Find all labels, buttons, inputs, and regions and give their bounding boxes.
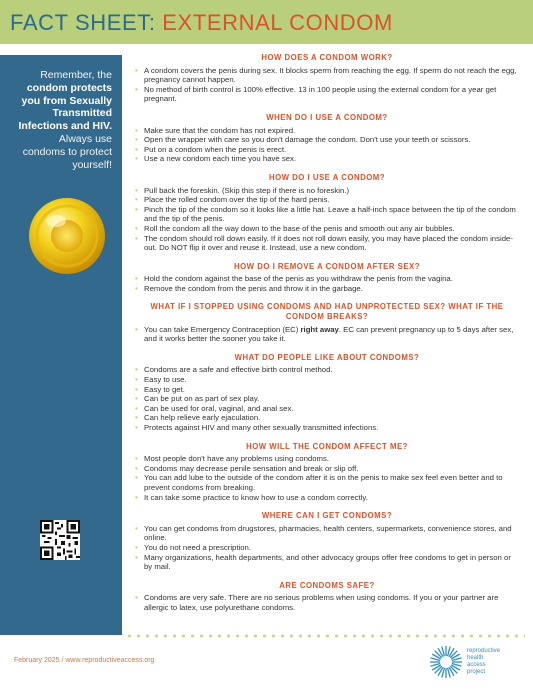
bullet-icon: • <box>135 423 138 432</box>
bullet-icon: • <box>135 552 138 562</box>
bullet-icon: • <box>135 185 138 195</box>
section-heading: HOW DOES A CONDOM WORK? <box>261 53 393 62</box>
bullet-icon: • <box>135 523 138 533</box>
bullet-icon: • <box>135 454 138 464</box>
bullet-list <box>134 593 520 612</box>
list-item <box>134 473 520 492</box>
condom-image <box>26 195 108 277</box>
section-gap <box>134 572 520 581</box>
list-item <box>134 524 520 543</box>
section-2 <box>134 164 520 253</box>
logo-line-2: health <box>467 655 484 661</box>
bullet-icon: • <box>135 233 138 243</box>
bullet-icon: • <box>135 135 138 145</box>
section-0 <box>134 53 520 104</box>
sidebar-message-bold: condom protects you from Sexually Transmitted Infections and HIV. <box>18 81 112 133</box>
list-item-text: Remove the condom from the penis and throw it in the garbage. <box>144 283 363 293</box>
main-content <box>134 53 520 631</box>
sidebar-message <box>14 69 112 171</box>
bullet-list <box>134 126 520 164</box>
list-item-text: You can add lube to the outside of the condom after it is on the penis to make sex feel even better and to prevent condoms from breaking. <box>144 473 503 492</box>
section-6 <box>134 433 520 503</box>
section-gap <box>134 164 520 173</box>
list-item <box>134 543 520 553</box>
dotted-divider <box>125 634 525 638</box>
list-item-text: Use a new condom each time you have sex. <box>144 154 297 164</box>
list-item-text: Many organizations, health departments, and other advocacy groups offer free condoms to get in person or by mail. <box>144 552 511 572</box>
bullet-icon: • <box>135 375 138 385</box>
list-item-text: Put on a condom when the penis is erect. <box>144 144 287 154</box>
bullet-icon: • <box>135 463 138 473</box>
list-item-text: Roll the condom all the way down to the base of the penis and smooth out any air bubbles. <box>144 223 455 233</box>
list-item-text: Can be put on as part of sex play. <box>144 394 260 404</box>
list-item-text: It can take some practice to know how to use a condom correctly. <box>144 492 368 502</box>
section-5 <box>134 344 520 433</box>
section-gap <box>134 293 520 302</box>
bullet-icon: • <box>135 204 138 214</box>
section-8 <box>134 572 520 613</box>
logo-line-3: access <box>467 662 486 668</box>
bullet-icon: • <box>135 394 138 404</box>
section-heading: HOW DO I USE A CONDOM? <box>268 172 386 182</box>
bullet-icon: • <box>135 195 138 205</box>
list-item-text: Easy to use. <box>144 375 187 385</box>
list-item <box>134 195 520 205</box>
list-item <box>134 404 520 414</box>
bullet-list <box>134 186 520 253</box>
list-item-text: Place the rolled condom over the tip of the hard penis. <box>144 195 330 205</box>
list-item <box>134 423 520 433</box>
list-item <box>134 464 520 474</box>
section-4 <box>134 293 520 343</box>
list-item <box>134 274 520 284</box>
logo-text <box>467 648 500 676</box>
section-gap <box>134 104 520 113</box>
list-item-text: Most people don't have any problems using condoms. <box>144 454 330 464</box>
section-gap <box>134 433 520 442</box>
bullet-icon: • <box>135 125 138 135</box>
title-main: EXTERNAL CONDOM <box>162 10 393 35</box>
bullet-icon: • <box>135 593 138 603</box>
bullet-list <box>134 454 520 502</box>
list-item <box>134 593 520 612</box>
list-item-text: Pinch the tip of the condom so it looks like a little hat. Leave a half-inch space between the tip of the condom and the tip of the penis. <box>144 204 516 224</box>
list-item-text: Protects against HIV and many other sexually transmitted infections. <box>144 423 379 432</box>
bullet-icon: • <box>135 324 138 334</box>
footer-date-url: February 2025 / www.reproductiveaccess.org <box>14 657 155 664</box>
list-item-text: Hold the condom against the base of the penis as you withdraw the penis from the vagina. <box>144 274 453 284</box>
list-item <box>134 394 520 404</box>
list-item-text: Can be used for oral, vaginal, and anal sex. <box>144 403 294 413</box>
list-item-text: Condoms are very safe. There are no serious problems when using condoms. If you or your partner are allergic to latex, use polyurethane condoms. <box>144 593 499 612</box>
list-item <box>134 135 520 145</box>
section-gap <box>134 344 520 353</box>
bullet-icon: • <box>135 492 138 502</box>
section-heading: WHAT IF I STOPPED USING CONDOMS AND HAD UNPROTECTED SEX? WHAT IF THE CONDOM BREAKS? <box>150 302 504 322</box>
qr-code[interactable] <box>40 520 80 560</box>
list-item <box>134 154 520 164</box>
bullet-icon: • <box>135 65 138 75</box>
section-gap <box>134 502 520 511</box>
rhap-logo-icon <box>429 645 463 679</box>
bullet-icon: • <box>135 144 138 154</box>
list-item-text: The condom should roll down easily. If it does not roll down easily, you may have placed the condom inside-out. Do NOT flip it over and reuse it. Instead, use a new condom. <box>144 233 513 253</box>
list-item <box>134 325 520 344</box>
list-item-text: You can take Emergency Contraception (EC) right away. EC can prevent pregnancy up to 5 days after sex, and it works better the sooner you take it. <box>144 324 514 344</box>
bullet-list <box>134 274 520 293</box>
section-heading: HOW WILL THE CONDOM AFFECT ME? <box>246 441 408 451</box>
list-item-text: Easy to get. <box>144 384 185 394</box>
bullet-icon: • <box>135 154 138 164</box>
bullet-icon: • <box>135 274 138 284</box>
list-item <box>134 224 520 234</box>
bullet-icon: • <box>135 365 138 375</box>
sidebar <box>0 55 122 635</box>
list-item <box>134 186 520 196</box>
sidebar-message-1: Remember, the <box>40 69 112 81</box>
list-item <box>134 66 520 85</box>
bullet-list <box>134 365 520 432</box>
list-item <box>134 234 520 253</box>
list-item <box>134 205 520 224</box>
bullet-list <box>134 524 520 572</box>
bullet-icon: • <box>135 223 138 233</box>
section-heading: WHERE CAN I GET CONDOMS? <box>261 511 393 521</box>
list-item-text: Can help relieve early ejaculation. <box>144 413 261 423</box>
bullet-icon: • <box>135 84 138 94</box>
logo-line-1: reproductive <box>467 648 501 654</box>
section-gap <box>134 253 520 262</box>
list-item-text: Make sure that the condom has not expired. <box>144 125 296 135</box>
list-item-text: Condoms are a safe and effective birth control method. <box>144 365 333 375</box>
sidebar-message-2: Always use condoms to protect yourself! <box>22 132 112 171</box>
list-item <box>134 385 520 395</box>
logo-line-4: project <box>467 669 486 675</box>
section-7 <box>134 502 520 572</box>
bullet-icon: • <box>135 413 138 423</box>
bullet-icon: • <box>135 283 138 293</box>
list-item <box>134 145 520 155</box>
list-item <box>134 413 520 423</box>
list-item-text: You do not need a prescription. <box>144 542 252 552</box>
list-item <box>134 284 520 294</box>
list-item-text: No method of birth control is 100% effective. 13 in 100 people using the external condom for a year get pregnant. <box>144 84 497 104</box>
section-3 <box>134 253 520 294</box>
bullet-icon: • <box>135 403 138 413</box>
section-heading: ARE CONDOMS SAFE? <box>279 580 375 590</box>
list-item <box>134 126 520 136</box>
list-item-text: Pull back the foreskin. (Skip this step if there is no foreskin.) <box>144 185 350 195</box>
list-item-text: A condom covers the penis during sex. It blocks sperm from reaching the egg. If sperm do not reach the egg, pregnancy cannot happen. <box>144 65 517 85</box>
list-item <box>134 85 520 104</box>
title-prefix: FACT SHEET: <box>10 10 156 35</box>
bullet-list <box>134 325 520 344</box>
section-1 <box>134 104 520 164</box>
list-item <box>134 375 520 385</box>
list-item <box>134 365 520 375</box>
list-item-text: Open the wrapper with care so you don't damage the condom. Don't use your teeth or scissors. <box>144 135 471 145</box>
section-heading: HOW DO I REMOVE A CONDOM AFTER SEX? <box>233 261 420 271</box>
page-title <box>10 10 393 36</box>
list-item <box>134 454 520 464</box>
list-item-text: You can get condoms from drugstores, pharmacies, health centers, supermarkets, convenience stores, and online. <box>144 523 512 543</box>
bullet-icon: • <box>135 473 138 483</box>
list-item <box>134 493 520 503</box>
list-item <box>134 553 520 572</box>
bullet-icon: • <box>135 384 138 394</box>
list-item-text: Condoms may decrease penile sensation and break or slip off. <box>144 463 359 473</box>
bullet-icon: • <box>135 542 138 552</box>
section-heading: WHAT DO PEOPLE LIKE ABOUT CONDOMS? <box>234 352 420 362</box>
section-heading: WHEN DO I USE A CONDOM? <box>266 112 388 122</box>
bullet-list <box>134 66 520 104</box>
